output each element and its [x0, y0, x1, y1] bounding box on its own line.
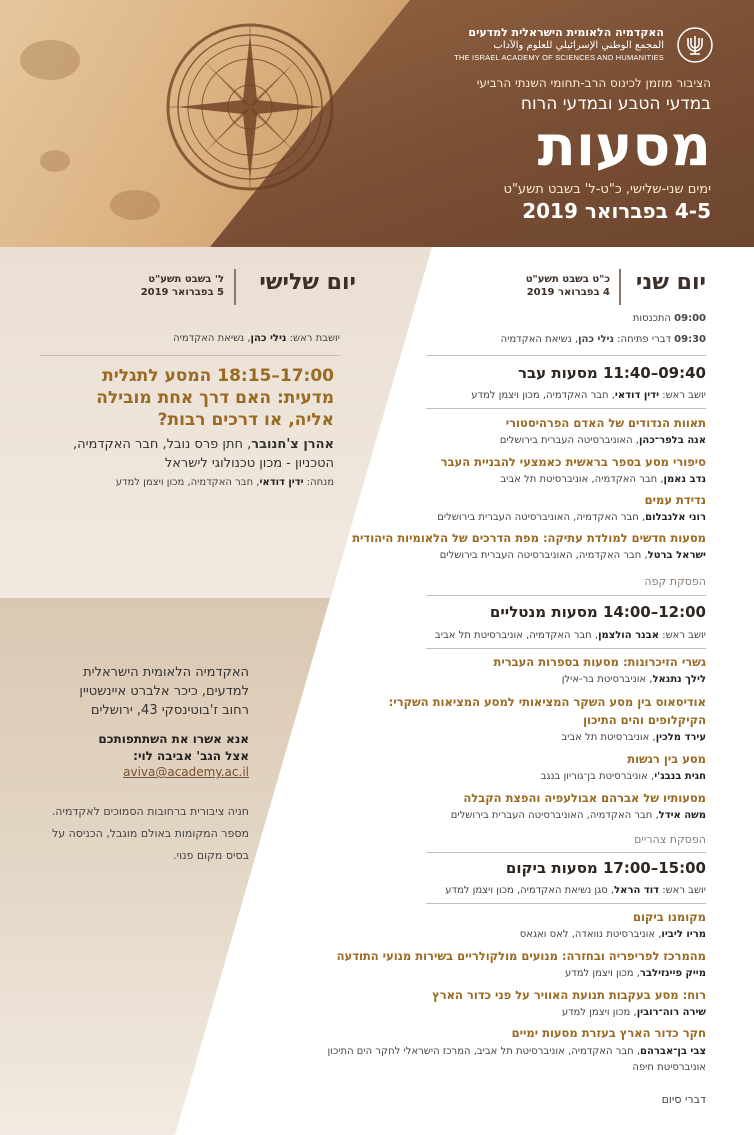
talk-title: אודיסאוס בין מסע השקר המציאותי למסע המציאות השקרי: — [388, 695, 706, 709]
speaker-affiliation: , מכון ויצמן למדע — [565, 968, 640, 979]
speaker-role: , נשיאת האקדמיה — [500, 334, 579, 345]
chair-label: יושב ראש: — [659, 390, 706, 401]
agenda-item — [501, 334, 706, 345]
speaker-name: שירה רוה־רובין — [636, 1007, 706, 1018]
session-chair — [445, 885, 706, 896]
tuesday-date-hebrew: ל' בשבט תשע"ט — [148, 274, 224, 285]
speaker-name: משה אידל — [658, 810, 706, 821]
agenda-text: דברי פתיחה: — [614, 334, 671, 345]
talk-title: מסעות חדשים למולדת עתיקה: מפת הדרכים של הלאומיות היהודית — [352, 531, 706, 545]
tuesday-talk-title — [96, 365, 334, 431]
monday-date-gregorian: 4 בפברואר 2019 — [526, 287, 610, 298]
dates-gregorian: 4-5 בפברואר 2019 — [522, 199, 711, 223]
speaker-name: ישראל ברטל — [647, 550, 706, 561]
moderator-role: , חבר האקדמיה, מכון ויצמן למדע — [115, 477, 260, 488]
tuesday-heading: יום שלישי — [259, 270, 356, 295]
speaker-name: מריו ליביו — [661, 929, 706, 940]
conference-title: מסעות — [537, 114, 711, 179]
invitation-line: הציבור מוזמן לכינוס הרב-תחומי השנתי הרביעי — [476, 76, 711, 90]
session-chair — [435, 630, 706, 641]
speaker-name: אנה בלפר־כהן — [638, 435, 706, 446]
rsvp-line: אצל הגב' אביבה לוי: — [133, 749, 249, 763]
moderator-name: ידין דודאי — [259, 477, 304, 488]
session-title: 09:40–11:40 מסעות עבר — [517, 364, 706, 382]
talk-speaker — [562, 1007, 706, 1018]
talk-speaker — [328, 1046, 706, 1057]
talk-title-continued: הקיקלופים והים התיכון — [583, 713, 706, 727]
compass-rose-icon — [165, 22, 335, 192]
session-title: 15:00–17:00 מסעות ביקום — [505, 859, 706, 877]
chair-name: ידין דודאי — [614, 390, 660, 401]
talk-speaker — [565, 968, 706, 979]
talk-title-line: 17:00–18:15 המסע לתגלית — [102, 366, 334, 386]
note-line: מספר המקומות באולם מוגבל, הכניסה על — [51, 827, 249, 840]
dates-hebrew: ימים שני-שלישי, כ"ט-ל' בשבט תשע"ט — [503, 182, 711, 197]
session-chair — [471, 390, 706, 401]
speaker-affiliation: , אוניברסיטת נוואדה, לאס ואגאס — [519, 929, 662, 940]
speaker-name: מייק פיינזילבר — [639, 968, 706, 979]
speaker-affiliation: , האוניברסיטה העברית בירושלים — [499, 435, 639, 446]
talk-title: מסעותיו של אברהם אבולעפיה והפצת הקבלה — [463, 791, 706, 805]
section-divider — [426, 595, 706, 596]
speaker-name: עירד מלכין — [655, 732, 706, 743]
talk-speaker — [437, 512, 706, 523]
lunch-break: הפסקת צהריים — [634, 833, 706, 846]
heading-divider — [234, 269, 236, 305]
talk-title: גשרי הזיכרונות: מסעות בספרות העברית — [493, 655, 706, 669]
venue-address — [79, 663, 249, 720]
speaker-affiliation: , חבר האקדמיה, האוניברסיטה העברית בירושלים — [450, 810, 659, 821]
chair-role: , חבר האקדמיה, מכון ויצמן למדע — [471, 390, 615, 401]
section-divider — [426, 408, 706, 409]
agenda-text: התכנסות — [632, 313, 671, 324]
talk-title: סיפורי מסע בספר בראשית כאמצעי להבניית העבר — [440, 455, 706, 469]
chair-name: דוד הראל — [614, 885, 660, 896]
speaker-affiliation: , חבר האקדמיה, האוניברסיטה העברית בירושלים — [439, 550, 648, 561]
section-divider — [426, 852, 706, 853]
coffee-break: הפסקת קפה — [644, 575, 706, 588]
speaker-affiliation-continued: אוניברסיטת חיפה — [632, 1062, 706, 1073]
academy-name-hebrew: האקדמיה הלאומית הישראלית למדעים — [468, 26, 664, 39]
speaker-affiliation: , חתן פרס נובל, חבר האקדמיה, — [73, 437, 252, 452]
speaker-affiliation: , אוניברסיטת תל אביב — [561, 732, 656, 743]
closing-remarks: דברי סיום — [661, 1093, 706, 1106]
tuesday-chair — [173, 333, 340, 344]
talk-title: נדידת עמים — [644, 493, 706, 507]
talk-speaker — [520, 929, 706, 940]
email-address[interactable]: aviva@academy.ac.il — [123, 765, 249, 779]
attendance-notes — [52, 801, 249, 867]
tuesday-speaker — [73, 435, 334, 473]
paper-stain — [20, 40, 80, 80]
rsvp-email-link[interactable] — [123, 765, 249, 779]
address-line: האקדמיה הלאומית הישראלית — [83, 665, 249, 680]
conference-subtitle: במדעי הטבע ובמדעי הרוח — [520, 94, 711, 114]
speaker-name: לילך נתנאל — [652, 674, 706, 685]
section-divider — [426, 903, 706, 904]
talk-title: מסע בין רגשות — [627, 752, 706, 766]
talk-speaker — [561, 732, 706, 743]
moderator-label: מנחה: — [303, 477, 334, 488]
heading-divider — [619, 269, 621, 305]
tuesday-date — [141, 273, 224, 299]
speaker-affiliation: , חבר האקדמיה, אוניברסיטת תל אביב — [500, 474, 664, 485]
address-line: רחוב ז'בוטינסקי 43, ירושלים — [90, 703, 249, 718]
address-line: למדעים, כיכר אלברט איינשטיין — [79, 684, 249, 699]
tuesday-date-gregorian: 5 בפברואר 2019 — [140, 287, 224, 298]
chair-role: , נשיאת האקדמיה — [173, 333, 251, 344]
paper-stain — [40, 150, 70, 172]
speaker-name: רוני אלנבלום — [645, 512, 706, 523]
talk-speaker — [500, 474, 706, 485]
speaker-affiliation: , אוניברסיטת בר-אילן — [561, 674, 653, 685]
speaker-affiliation: , חבר האקדמיה, אוניברסיטת תל אביב, המרכז הישראלי לחקר הים התיכון — [327, 1046, 641, 1057]
speaker-name: צבי בן־אברהם — [640, 1046, 706, 1057]
note-line: חניה ציבורית ברחובות הסמוכים לאקדמיה. — [51, 805, 249, 818]
chair-name: אבנר הולצמן — [598, 630, 660, 641]
talk-title: תאוות הנדודים של האדם הפרהיסטורי — [505, 416, 706, 430]
talk-title: מהמרכז לפריפריה ובחזרה: מנועים מולקולריים בשירות מנועי התודעה — [336, 949, 706, 963]
talk-title: רוח: מסע בעקבות תנועת האוויר על פני כדור הארץ — [432, 988, 706, 1002]
paper-stain — [110, 190, 160, 220]
monday-date-hebrew: כ"ט בשבט תשע"ט — [525, 274, 610, 285]
speaker-affiliation: , חבר האקדמיה, האוניברסיטה העברית בירושלים — [437, 512, 646, 523]
speaker-name: נילי כהן — [578, 334, 614, 345]
talk-title-line: מדעית: האם דרך אחת מובילה — [96, 388, 334, 408]
speaker-name: נדב נאמן — [663, 474, 706, 485]
chair-label: יושב ראש: — [659, 630, 706, 641]
speaker-name: חגית בנבג'י — [654, 771, 706, 782]
academy-name-english: THE ISRAEL ACADEMY OF SCIENCES AND HUMANITIES — [454, 53, 664, 62]
speaker-affiliation: , מכון ויצמן למדע — [561, 1007, 637, 1018]
chair-role: , חבר האקדמיה, אוניברסיטת תל אביב — [434, 630, 599, 641]
talk-title: חקר כדור הארץ בעזרת מסעות ימיים — [511, 1026, 706, 1040]
chair-role: , סגן נשיאת האקדמיה, מכון ויצמן למדע — [445, 885, 615, 896]
talk-title-line: אליה, או דרכים רבות? — [157, 410, 334, 430]
academy-name-block — [454, 26, 664, 64]
session-title: 12:00–14:00 מסעות מנטליים — [489, 603, 706, 621]
talk-speaker — [541, 771, 706, 782]
talk-speaker — [440, 550, 706, 561]
note-line: בסיס מקום פנוי. — [173, 849, 249, 862]
speaker-affiliation: , אוניברסיטת בן־גוריון בנגב — [540, 771, 655, 782]
chair-label: יושבת ראש: — [286, 333, 340, 344]
monday-date — [526, 273, 610, 299]
talk-speaker — [562, 674, 706, 685]
academy-name-arabic: المجمع الوطني الإسرائيلي للعلوم والآداب — [493, 40, 664, 51]
rsvp-block — [98, 731, 249, 765]
section-divider — [426, 355, 706, 356]
talk-title: מקומנו ביקום — [632, 910, 706, 924]
monday-heading: יום שני — [635, 270, 706, 295]
chair-label: יושב ראש: — [659, 885, 706, 896]
speaker-affiliation: הטכניון - מכון טכנולוגי לישראל — [164, 456, 334, 471]
section-divider — [40, 355, 340, 356]
agenda-item — [633, 313, 706, 324]
tuesday-moderator — [116, 477, 334, 488]
agenda-time: 09:30 — [674, 334, 706, 345]
rsvp-line: אנא אשרו את השתתפותכם — [98, 732, 249, 746]
header-banner — [0, 0, 754, 247]
agenda-time: 09:00 — [674, 313, 706, 324]
chair-name: נילי כהן — [250, 333, 287, 344]
section-divider — [426, 648, 706, 649]
talk-speaker — [451, 810, 706, 821]
academy-menorah-logo-icon — [676, 26, 714, 64]
talk-speaker — [500, 435, 706, 446]
speaker-name: אהרן צ'חנובר — [251, 437, 334, 452]
